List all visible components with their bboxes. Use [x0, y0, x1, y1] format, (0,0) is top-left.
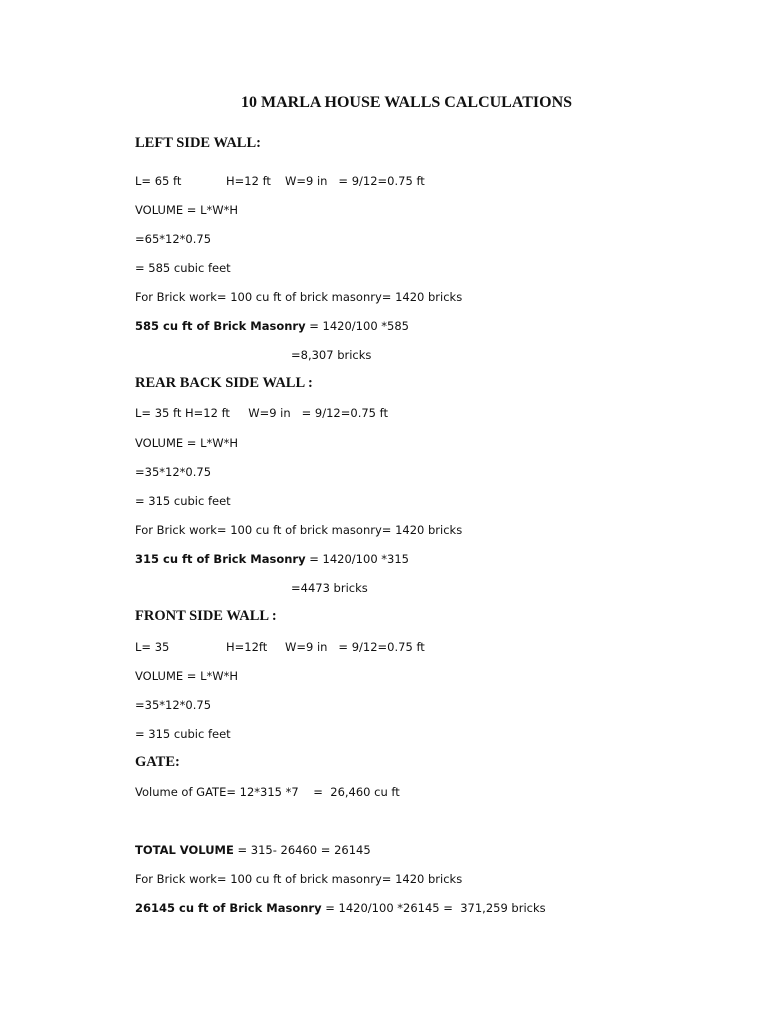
rear-wall-volume-formula: VOLUME = L*W*H — [135, 436, 239, 450]
left-wall-volume-result: = 585 cubic feet — [135, 261, 231, 275]
left-wall-heading: LEFT SIDE WALL: — [135, 135, 261, 151]
gate-heading: GATE: — [135, 754, 180, 770]
total-brick-rule: For Brick work= 100 cu ft of brick masonry= 1420 bricks — [135, 872, 463, 886]
left-wall-height: H=12 ft — [226, 174, 271, 188]
total-volume — [135, 843, 371, 857]
left-wall-width: W=9 in = 9/12=0.75 ft — [285, 174, 425, 188]
front-wall-volume-calc: =35*12*0.75 — [135, 698, 212, 712]
left-wall-bricks: =8,307 bricks — [291, 348, 372, 362]
front-wall-dimensions — [135, 640, 425, 654]
total-masonry-calc: = 1420/100 *26145 = 371,259 bricks — [321, 901, 546, 915]
front-wall-volume-result: = 315 cubic feet — [135, 727, 231, 741]
total-volume-calc: = 315- 26460 = 26145 — [233, 843, 371, 857]
front-wall-heading: FRONT SIDE WALL : — [135, 608, 277, 624]
rear-wall-masonry-calc: = 1420/100 *315 — [305, 552, 409, 566]
rear-wall-volume-calc: =35*12*0.75 — [135, 465, 212, 479]
left-wall-brick-rule: For Brick work= 100 cu ft of brick masonry= 1420 bricks — [135, 290, 463, 304]
front-wall-length: L= 35 — [135, 640, 170, 654]
front-wall-volume-formula: VOLUME = L*W*H — [135, 669, 239, 683]
rear-wall-dimensions: L= 35 ft H=12 ft W=9 in = 9/12=0.75 ft — [135, 406, 388, 420]
total-masonry-label: 26145 cu ft of Brick Masonry — [135, 901, 322, 915]
total-masonry — [135, 901, 546, 915]
rear-wall-brick-rule: For Brick work= 100 cu ft of brick masonry= 1420 bricks — [135, 523, 463, 537]
front-wall-height: H=12ft — [226, 640, 268, 654]
left-wall-dimensions — [135, 174, 425, 188]
gate-volume: Volume of GATE= 12*315 *7 = 26,460 cu ft — [135, 785, 400, 799]
left-wall-volume-calc: =65*12*0.75 — [135, 232, 212, 246]
left-wall-volume-formula: VOLUME = L*W*H — [135, 203, 239, 217]
left-wall-length: L= 65 ft — [135, 174, 182, 188]
rear-wall-masonry — [135, 552, 409, 566]
left-wall-masonry-calc: = 1420/100 *585 — [305, 319, 409, 333]
total-volume-label: TOTAL VOLUME — [135, 843, 234, 857]
front-wall-width: W=9 in = 9/12=0.75 ft — [285, 640, 425, 654]
left-wall-masonry-label: 585 cu ft of Brick Masonry — [135, 319, 306, 333]
rear-wall-bricks: =4473 bricks — [291, 581, 368, 595]
rear-wall-heading: REAR BACK SIDE WALL : — [135, 375, 313, 391]
rear-wall-masonry-label: 315 cu ft of Brick Masonry — [135, 552, 306, 566]
rear-wall-volume-result: = 315 cubic feet — [135, 494, 231, 508]
document-title: 10 MARLA HOUSE WALLS CALCULATIONS — [240, 94, 573, 111]
left-wall-masonry — [135, 319, 409, 333]
